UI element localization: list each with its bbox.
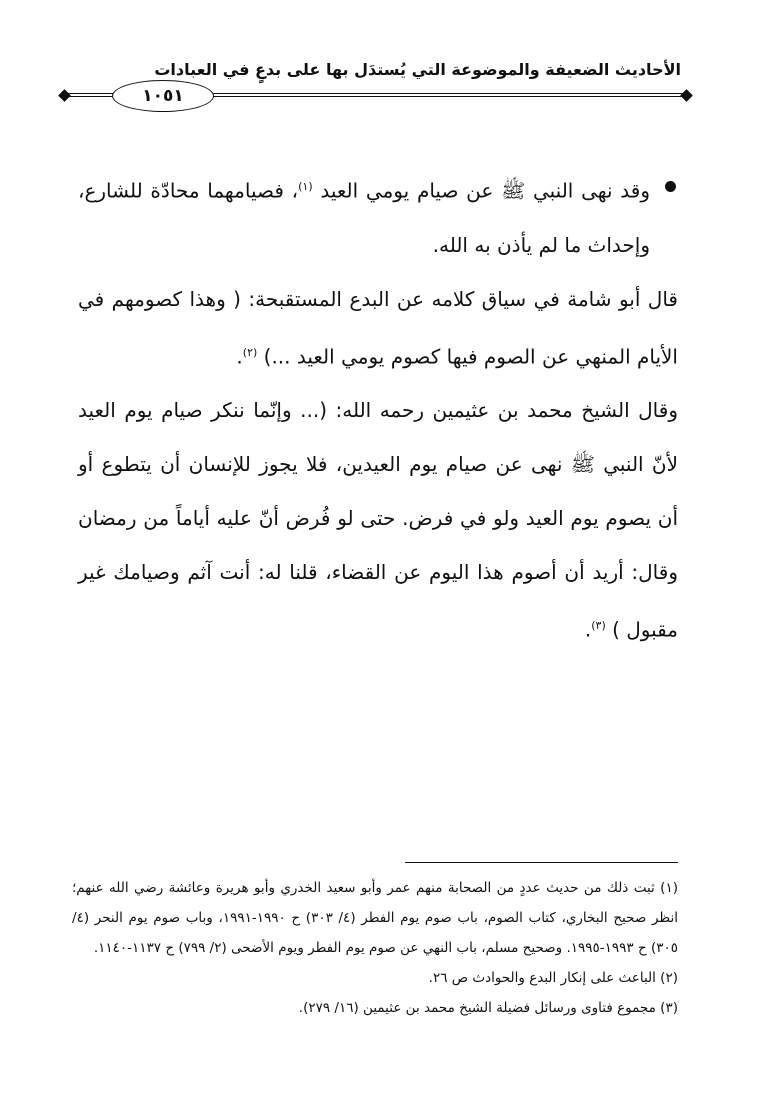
footnote-ref-3: (٣) — [591, 619, 606, 633]
bullet-icon — [665, 181, 676, 192]
paragraph-2 — [78, 272, 678, 384]
header-ornament-right — [680, 89, 693, 102]
footnote-ref-1: (١) — [298, 180, 313, 193]
paragraph-1-rest: ، فصيامهما محادّة للشارع، وإحداث ما لم يأذن به الله. — [78, 178, 650, 257]
footnote-3: (٣) مجموع فتاوى ورسائل فضيلة الشيخ محمد بن عثيمين (١٦/ ٢٧٩). — [298, 1000, 678, 1016]
footnote-2: (٢) الباعث على إنكار البدع والحوادث ص ٢٦. — [428, 970, 678, 986]
footnote-ref-2: (٢) — [242, 345, 258, 359]
footnotes — [72, 873, 678, 1023]
paragraph-3-text: وقال الشيخ محمد بن عثيمين رحمه الله: (... وإنّما ننكر صيام يوم العيد لأنّ النبي ﷺ نهى عن صيام يوم العيدين، فلا يجوز للإنسان أن يتطوع أو أن يصوم يوم العيد ولو في فرض. حتى لو فُرض أنّ عليه أياماً من رمضان وقال: أريد أن أصوم هذا اليوم عن القضاء، قلنا له: أنت آثم وصيامك غير مقبول ) — [78, 398, 678, 642]
page-number: ١٠٥١ — [112, 80, 214, 112]
footnote-separator — [405, 862, 678, 863]
paragraph-2-end: . — [236, 344, 243, 369]
main-text — [78, 160, 678, 657]
paragraph-3-end: . — [584, 617, 592, 642]
footnote-1: (١) ثبت ذلك من حديث عددٍ من الصحابة منهم عمر وأبو سعيد الخدري وأبو هريرة وعائشة رضي الله عنهم؛ انظر صحيح البخاري، كتاب الصوم، باب صوم يوم الفطر (٤/ ٣٠٣) ح ١٩٩٠-١٩٩١، وباب صوم يوم النحر (٤/ ٣٠٥) ح ١٩٩٣-١٩٩٥. وصحيح مسلم، باب النهي عن صوم يوم الفطر ويوم الأضحى (٢/ ٧٩٩) ح ١١٣٧-١١٤٠. — [72, 880, 678, 956]
paragraph-1 — [78, 160, 678, 272]
paragraph-1-text: وقد نهى النبي ﷺ عن صيام يومي العيد — [320, 178, 651, 203]
running-header-title: الأحاديث الضعيفة والموضوعة التي يُستدَل بها على بدعٍ في العبادات — [154, 60, 681, 79]
header-ornament-left — [58, 89, 71, 102]
paragraph-2-text: قال أبو شامة في سياق كلامه عن البدع المستقبحة: ( وهذا كصومهم في الأيام المنهي عن الصوم فيها كصوم يومي العيد ...) — [78, 286, 678, 369]
paragraph-3 — [78, 383, 678, 657]
